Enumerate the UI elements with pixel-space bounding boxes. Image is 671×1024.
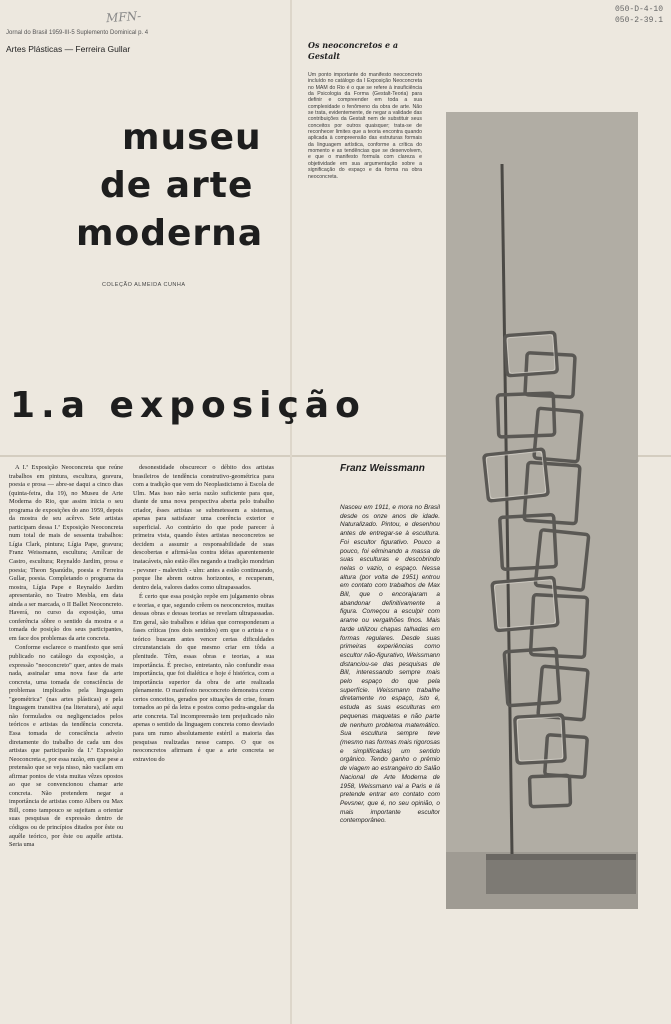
- profile-text: Nasceu em 1911, e mora no Brasil desde os onze anos de idade. Naturalizado. Pintou, e desenhou antes de entregar-se à escultura. Foi escultor figurativo. Pouco a pouco, foi eliminando a massa de suas esculturas e descobrindo nelas o vazio, o espaço. Nessa altura (por volta de 1951) entrou em contato com trabalhos de Max Bill, que o encorajaram a abandonar definitivamente a figura. Começou a esculpir com arame ou vergalhões finos. Mais tarde utilizou chapas talhadas em formas regulares. Desde suas primeiras experiências como escultor não-figurativo, Weissmann distanciou-se das pesquisas de Bill, interessando sempre mais pelo espaço do que pela superfície. Weissmann trabalhe diretamente no espaço, isto é, estuda as suas esculturas em pequenas maquetas e não parte de nenhum problema matemático. Sua escultura sempre teve (mesmo nas formas mais rigorosas e simplificadas) um sentido orgânico. Tendo ganho o prêmio de viagem ao estrangeiro do Salão Nacional de Arte Moderna de 1958, Weissmann vai a Paris e lá pretende entrar em contato com Pevsner, que é, no seu opinião, o mais importante escultor contemporâneo.: [340, 504, 440, 825]
- sidebar-heading: Os neoconcretos e a Gestalt: [308, 40, 399, 61]
- sculpture-base-top: [486, 854, 636, 860]
- fold-line-vertical: [290, 0, 292, 1024]
- article-paragraph: É certo que essa posição repõe em julgamento obras e teorias, e que, segundo crêem os neoconcretos, muitas dessas obras e dessas teorias se revelam ultrapassadas. Em geral, são trabalhos e idéias que corresponderam a fases críticas (nos dois sentidos) em que o artista e o teórico buscam antes vencer certas dificuldades circunstanciais do que mesmo criar em tôda a plenitude. Têm, essas obras e teorias, a sua importância. É preciso, entretanto, não confundir essa importância, que foi dialética e hoje é histórica, com a importância superior da obra de arte realizada plenamente. O manifesto neoconcreto demonstra como certos conceitos, gerados por situações de crise, foram tomados ao pé da letra e postos como pedra-angular da arte concreta. Tal incompreensão tem prejudicado não apenas o sentido da linguagem concreta como desviado para um rumo absolutamente estéril a maioria das pesquisas realizadas nesse campo. O que os neoconcretos afirmam é que a arte concreta se extraviou do: [133, 593, 274, 763]
- exposition-headline: 1.a exposição: [10, 385, 366, 426]
- title-line-3: moderna: [76, 213, 264, 254]
- source-line: Jornal do Brasil 1959-III-5 Suplemento Dominical p. 4: [6, 30, 149, 36]
- article-paragraph: Conforme esclarece o manifesto que será publicado no catálogo da exposição, a expressão "neoconcreto" quer, antes de mais nada, assinalar uma nova fase da arte concreta, uma tomada de consciência de problemas implicados pela linguagem "geométrica" (nas artes plásticas) e pela linguagem transitiva (na literatura), até aqui não formulados ou negligenciados pelos teóricos e artistas da tendência concreta. Essa tomada de consciência adveio diretamente do trabalho de cada um dos artistas que participarão da I.ª Exposição Neoconcreta e, por essa razão, em que pese a pretensão que se veja nisso, não vacilam em afirmar pontos de vista muitas vêzes opostos ao que se convencionou chamar arte concreta. Não pretendem negar a importância de artistas como Albers ou Max Bill, como tampouco se sujeitam a orientar suas pesquisas de expressão dentro de códigos ou de princípios ditados por êste ou aquêle teórico, por êste ou aquêle artista. Seria uma: [9, 644, 123, 849]
- archive-handwritten-note: MFN-: [105, 8, 142, 26]
- catalog-number: 050-D-4-10 050-2-39.1: [614, 5, 663, 25]
- article-column-2: [133, 464, 274, 1020]
- profile-heading: Franz Weissmann: [340, 463, 425, 474]
- sidebar-text: Um ponto importante do manifesto neoconcreto incluído no catálogo da I Exposição Neoconcreta no MAM do Rio é o que se refere à insuficiência da Psicologia da Forma (Gestalt-Teoria) para definir e compreender em toda a sua complexidade o fenômeno da obra de arte. Não se trata, evidentemente, de negar a validade das contribuições da Gestalt nem de substituir seus conceitos por outros quaisquer; trata-se de reconhecer limites que a teoria encontra quando aplicada à compreensão das estruturas formais da linguagem artística, conforme a crítica do momento e as tendências que se desenvolvem, e que o manifesto formula com clareza e objetividade em sua argumentação sobre a significação do espaço e da forma na obra neoconcreta.: [308, 72, 422, 180]
- section-title: Artes Plásticas — Ferreira Gullar: [6, 44, 131, 54]
- photo-shade: [446, 112, 638, 909]
- title-line-1: museu: [122, 117, 262, 158]
- collection-credit: COLEÇÃO ALMEIDA CUNHA: [102, 282, 186, 288]
- article-paragraph: A I.ª Exposição Neoconcreta que reúne trabalhos em pintura, escultura, gravura, poesia e prosa — abre-se daqui a cinco dias (quinta-feira, dia 19), no Museu de Arte Moderna do Rio, que assim inicia o seu programa de exposições do ano 1959, depois da mostra de seu acêrvo. Sete artistas participam dessa I.ª Exposição Neoconcreta num total de mais de sessenta trabalhos: Lígia Clark, pintura; Lígia Pape, gravura; Franz Weissmann, escultura; Amílcar de Castro, escultura; Reynaldo Jardim, prosa e poesia; Theon Spanúdis, poesia e Ferreira Gullar, poesia. Completando o programa da mostra, Lígia Pape e Reynaldo Jardim apresentarão, no Teatro Mesbla, em data ainda a ser marcada, o II Ballet Neoconcreto. Haverá, no curso da exposição, uma conferência sôbre o sentido da mostra e a tomada de posição dos seus participantes, em face dos problemas da arte concreta.: [9, 464, 123, 642]
- article-column-1: [9, 464, 123, 1020]
- sculpture-photo: [446, 112, 638, 909]
- article-paragraph: desonestidade obscurecer o débito dos artistas brasileiros de tendência construtivo-geométrica para com a tradição que vem do Neoplasticismo à Escola de Ulm. Mas isso não seria razão suficiente para que, diante de uma nova perspectiva aberta pelo trabalho criador, êsses artistas se submetessem a sistemas, apenas para satisfazer uma coerência exterior e superficial. Ao contrário do que pode parecer à primeira vista, quando êstes artistas neoconcretos se decidem a assumir a responsabilidade de suas descobertas e afirmá-las contra idéias aparentemente inatacáveis, não estão êles negando a tradição mondrian - pevsner - malevitch - ulm: antes a estão continuando, porque lhe abrem outros horizontes, e recuperam, dentro dela, valores dados como ultrapassados.: [133, 464, 274, 591]
- title-line-2: de arte: [100, 165, 254, 206]
